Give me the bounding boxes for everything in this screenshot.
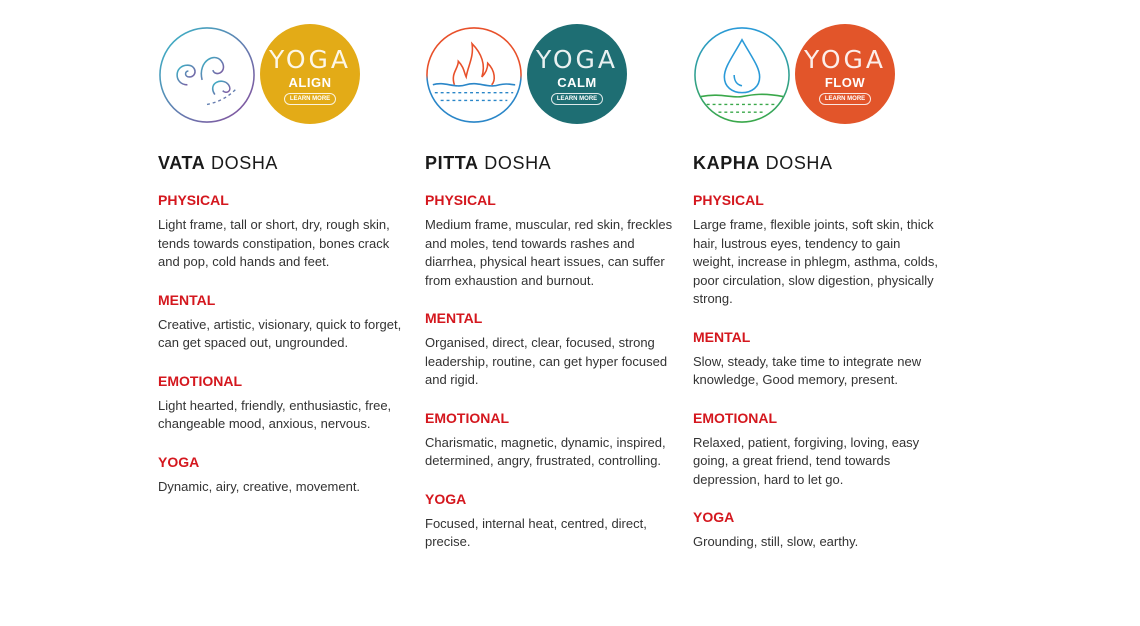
section-heading-yoga: YOGA bbox=[158, 453, 200, 470]
section-heading-emotional: EMOTIONAL bbox=[693, 409, 777, 426]
section-text-physical: Light frame, tall or short, dry, rough skin, tends towards constipation, bones crack and pop, cold hands and feet. bbox=[158, 217, 390, 269]
fire-water-icon bbox=[425, 26, 523, 124]
badge-row bbox=[693, 24, 943, 128]
section-text-yoga: Focused, internal heat, centred, direct, precise. bbox=[425, 515, 647, 549]
section-heading-physical: PHYSICAL bbox=[158, 192, 229, 208]
wind-swirl-icon bbox=[158, 26, 256, 124]
yoga-align-badge[interactable] bbox=[260, 24, 360, 124]
section-heading-emotional: EMOTIONAL bbox=[158, 372, 242, 389]
badge-row bbox=[158, 24, 408, 128]
dosha-word: DOSHA bbox=[760, 153, 833, 173]
section-text-emotional: Relaxed, patient, forgiving, loving, easy going, a great friend, tend towards depression, hard to let go. bbox=[693, 434, 920, 487]
section-heading-yoga: YOGA bbox=[693, 509, 735, 525]
dosha-column-kapha bbox=[693, 24, 943, 552]
dosha-name: KAPHA bbox=[693, 153, 761, 173]
section-text-physical: Large frame, flexible joints, soft skin, thick hair, lustrous eyes, tendency to gain weight, increase in phlegm, asthma, colds, poor circulation, slow digestion, physically strong. bbox=[693, 217, 938, 306]
dosha-word: DOSHA bbox=[205, 153, 279, 173]
dosha-title bbox=[693, 152, 943, 174]
section-heading-mental: MENTAL bbox=[693, 328, 751, 345]
section-heading-mental: MENTAL bbox=[158, 291, 216, 308]
dosha-name: VATA bbox=[158, 153, 206, 173]
dosha-word: DOSHA bbox=[478, 153, 552, 173]
section-text-emotional: Light hearted, friendly, enthusiastic, free, changeable mood, anxious, nervous. bbox=[158, 397, 392, 431]
badge-yoga-type: ALIGN bbox=[288, 75, 332, 90]
section-heading-emotional: EMOTIONAL bbox=[425, 409, 509, 426]
badge-yoga-word: YOGA bbox=[535, 45, 619, 74]
section-text-mental: Creative, artistic, visionary, quick to forget, can get spaced out, ungrounded. bbox=[158, 316, 402, 350]
badge-yoga-type: CALM bbox=[557, 75, 597, 90]
learn-more-button[interactable]: LEARN MORE bbox=[551, 93, 603, 105]
yoga-flow-badge[interactable] bbox=[795, 24, 895, 124]
section-text-mental: Organised, direct, clear, focused, strong leadership, routine, can get hyper focused and rigid. bbox=[425, 335, 668, 387]
dosha-column-pitta bbox=[425, 24, 675, 552]
section-text-yoga: Dynamic, airy, creative, movement. bbox=[158, 478, 361, 494]
section-heading-physical: PHYSICAL bbox=[425, 192, 496, 208]
section-text-physical: Medium frame, muscular, red skin, freckles and moles, tend towards rashes and diarrhea, physical heart issues, can suffer from exhaustion and burnout. bbox=[425, 217, 673, 288]
dosha-column-vata bbox=[158, 24, 408, 496]
badge-row bbox=[425, 24, 675, 128]
dosha-title bbox=[425, 152, 675, 174]
yoga-calm-badge[interactable] bbox=[527, 24, 627, 124]
learn-more-button[interactable]: LEARN MORE bbox=[819, 93, 871, 105]
section-heading-yoga: YOGA bbox=[425, 490, 467, 507]
learn-more-button[interactable]: LEARN MORE bbox=[284, 93, 336, 105]
section-text-yoga: Grounding, still, slow, earthy. bbox=[693, 534, 859, 549]
badge-yoga-word: YOGA bbox=[803, 45, 887, 74]
section-text-emotional: Charismatic, magnetic, dynamic, inspired, determined, angry, frustrated, controlling. bbox=[425, 434, 666, 468]
section-heading-physical: PHYSICAL bbox=[693, 192, 764, 208]
section-text-mental: Slow, steady, take time to integrate new knowledge, Good memory, present. bbox=[693, 353, 922, 387]
section-heading-mental: MENTAL bbox=[425, 310, 483, 326]
water-drop-icon bbox=[693, 26, 791, 124]
badge-yoga-type: FLOW bbox=[824, 75, 866, 90]
dosha-title bbox=[158, 152, 408, 174]
dosha-name: PITTA bbox=[425, 153, 479, 173]
badge-yoga-word: YOGA bbox=[268, 45, 352, 74]
